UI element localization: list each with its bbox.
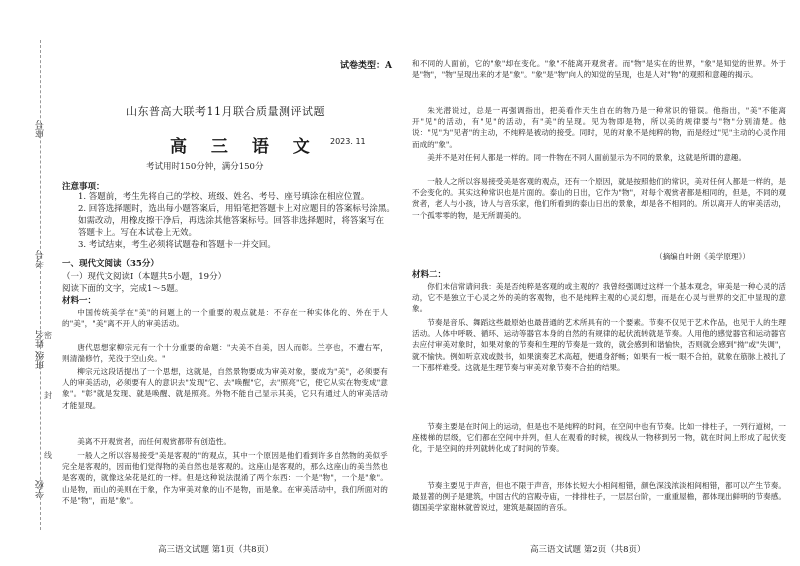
time-info: 考试用时150分钟，满分150分	[146, 162, 264, 172]
page-title: 高 三 语 文	[170, 137, 319, 157]
passage-paragraph: 柳宗元这段话提出了一个思想，这就是，自然景物要成为审美对象，要成为"美"，必须要有人的审美活动，必须要有人的意识去"发现"它、去"唤醒"它，去"照亮"它，使它从实在物变成"意象"。"彰"就是发现、就是唤醒、就是照亮。外物不能自己显示其美，它只有通过人的审美活动才能显现。	[62, 367, 388, 410]
notice-item: 答题卡上。写在本试卷上无效。	[78, 228, 198, 238]
passage-paragraph: 节奏主要是在时间上的运动，但是也不是纯粹的时间，在空间中也有节奏。比如一排柱子，一列行道树，一座楼梯的层级，它们都在空间中并列，但人在观看的时候，视线从一物移到另一物，就在时间上形成了起伏变化，于是空间的并列就转化成了时间的节奏。	[412, 422, 786, 454]
seal-char-1: 密	[44, 331, 52, 340]
notice-item: 2. 回答选择题时，选出每小题答案后，用铅笔把答题卡上对应题目的答案标号涂黑。	[78, 204, 395, 214]
seal-char-3: 线	[44, 451, 52, 460]
passage-paragraph: 美离不开观赏者，而任何观赏都带有创造性。	[77, 437, 232, 446]
exam-type: 试卷类型：A	[340, 61, 392, 71]
school-label: 学校	[36, 480, 46, 498]
page-footer: 高三语文试题 第1页（共8页）	[158, 545, 274, 555]
seat-label: 座号	[36, 120, 46, 138]
passage-paragraph: 一般人之所以容易接受"美是客观的"的观点，其中一个原因是他们看到许多自然物的美似乎完全是客观的，因而他们觉得物的美自然也是客观的。这座山是客观的，那么这座山的美当然也是客观的，就像这朵花是红的一样。但是这种说法混淆了两个东西：一个是"物"，一个是"象"。山是物，而山的美则在于象，作为审美对象的山不是物，而是象。在审美活动中，我们所面对的不是"物"，而是"象"。	[62, 451, 388, 505]
passage-paragraph: 美并不是对任何人都是一样的。同一件物在不同人面前显示为不同的景象，这就是所谓的意趣。	[427, 153, 747, 162]
notice-item: 如需改动，用橡皮擦干净后，再选涂其他答案标号。回答非选择题时，将答案写在	[78, 216, 385, 226]
passage-paragraph: 一般人之所以容易接受美是客观的观点，还有一个原因，就是按照他们的常识，美对任何人都是一样的，是不会变化的。其实这种常识也是片面的。泰山的日出，它作为"物"，对每个观赏者都是相同的，但是，不同的观赏者，老人与小孩，诗人与音乐家，他们所看到的泰山日出的景象，却是各不相同的。所以离开人的审美活动，一个孤零零的物，是无所谓美的。	[412, 177, 786, 220]
exam-date: 2023. 11	[330, 137, 366, 146]
binding-strip	[0, 0, 60, 566]
passage-paragraph: 中国传统美学在"美"的问题上的一个重要的观点就是：不存在一种实体化的、外在于人的"美"，"美"离不开人的审美活动。	[62, 308, 388, 329]
passage-paragraph: 和不同的人面前，它的"象"却在变化。"象"不能离开观赏者。而"物"是实在的世界，"象"是知觉的世界。外于是"物"，"物"呈现出来的才是"象"。"象"是"物"向人的知觉的呈现，也是人对"物"的观照和意趣的揭示。	[412, 59, 786, 80]
page-footer: 高三语文试题 第2页（共8页）	[530, 545, 646, 555]
class-name-label: 班级 姓名	[36, 330, 46, 369]
seal-char-2: 封	[44, 391, 52, 400]
instruction: 阅读下面的文字，完成1～5题。	[62, 284, 184, 294]
exam-number-label: 考号	[36, 250, 46, 268]
exam-subtitle: 山东普高大联考11月联合质量测评试题	[126, 105, 325, 118]
material-two-label: 材料二：	[412, 270, 447, 280]
material-one-label: 材料一：	[62, 296, 97, 306]
passage-paragraph: 节奏是音乐、舞蹈这些最原始也最普通的艺术所具有的一个要素。节奏不仅见于艺术作品，也见于人的生理活动。人体中呼吸、循环、运动等器官本身的自然的有规律的起伏流转就是节奏。人用他的感觉器官和运动器官去应付审美对象时，如果对象的节奏和生理的节奏是一致的，就会感到和谐愉快，否则就会感到"拗"或"失调"，就不愉快。例如听京戏或鼓书，如果演奏艺术高超，便通身舒畅；如果有一板一眼不合拍，就象在筋脉上被扎了一下那样难受。这就是生理节奏与审美对象节奏不合拍的结果。	[412, 318, 786, 372]
notice-item: 3. 考试结束，考生必须将试题卷和答题卡一并交回。	[78, 240, 276, 250]
section-heading: 一、现代文阅读（35分）	[62, 259, 159, 269]
subsection-heading: （一）现代文阅读Ⅰ（本题共5小题，19分）	[62, 272, 227, 282]
notice-item: 1. 答题前，考生先将自己的学校、班级、姓名、考号、座号填涂在相应位置。	[78, 192, 370, 202]
seal-line	[40, 40, 41, 530]
passage-paragraph: 节奏主要见于声音，但也不限于声音，形体长短大小相间相错，颜色深浅浓淡相间相错，都可以产生节奏。最显著的例子是建筑，中国古代的宫殿寺庙，一排排柱子，一层层台阶，一重重屋檐，都体现出鲜明的节奏感。德国美学家谢林就曾说过，建筑是凝固的音乐。	[412, 481, 786, 513]
passage-paragraph: 你们未信常请问我：美是否纯粹是客观的或主观的？我曾经强调过这样一个基本观念，审美是一种心灵的活动，它不是独立于心灵之外的美的客观物，也不是纯粹主观的心灵幻想，而是在心灵与世界的交汇中显现的意象。	[412, 282, 786, 314]
passage-paragraph: 朱光潜说过，总是一再强调指出，把美看作天生自在的物乃是一种常识的错误。他指出，"美"不能离开"见"的活动，有"见"的活动，有"美"的呈现。见为物即是物，所以美的规律要与"物"分别清楚。他说："见"为"见者"的主动，不纯粹是被动的接受。同时，见的对象不是纯粹的物，而是经过"见"主动的心灵作用而成的"象"。	[412, 106, 786, 149]
passage-paragraph: 唐代思想家柳宗元有一个十分重要的命题："夫美不自美，因人而彰。兰亭也，不遭右军，则清湍修竹，芜没于空山矣。"	[62, 343, 388, 364]
notice-heading: 注意事项：	[62, 182, 105, 192]
citation: （摘编自叶朗《美学原理》）	[655, 252, 750, 261]
